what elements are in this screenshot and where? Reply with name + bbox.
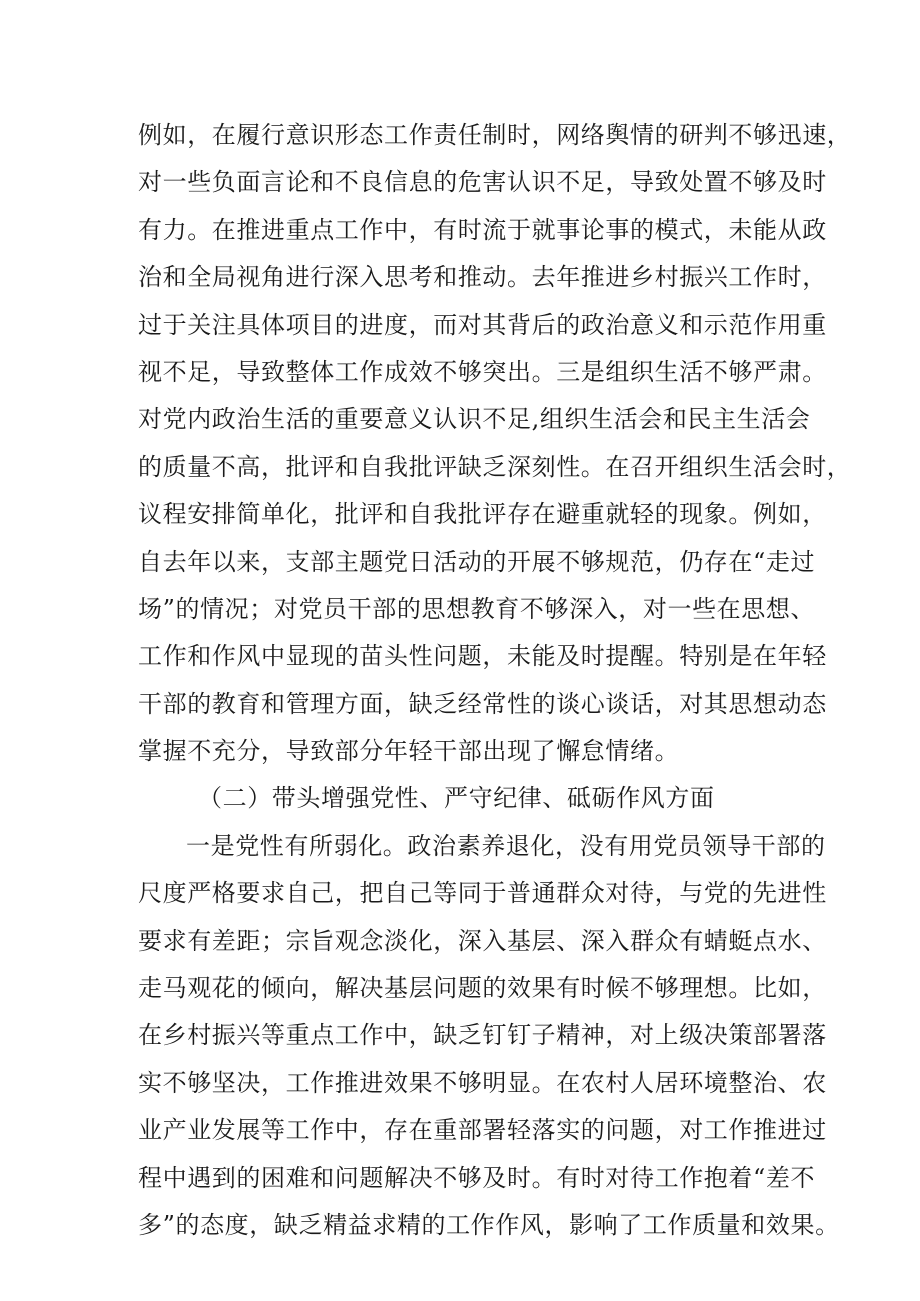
body-line: 场”的情况；对党员干部的思想教育不够深入，对一些在思想、	[138, 594, 816, 623]
section-line: 多”的态度，缺乏精益求精的工作作风，影响了工作质量和效果。	[138, 1210, 840, 1239]
body-line: 工作和作风中显现的苗头性问题，未能及时提醒。特别是在年轻	[138, 642, 827, 671]
body-line: 对一些负面言论和不良信息的危害认识不足，导致处置不够及时	[138, 168, 827, 197]
section-line: 实不够坚决，工作推进效果不够明显。在农村人居环境整治、农	[138, 1068, 827, 1097]
section-line: 程中遇到的困难和问题解决不够及时。有时对待工作抱着“差不	[138, 1163, 816, 1192]
body-line: 自去年以来，支部主题党日活动的开展不够规范，仍存在“走过	[138, 547, 816, 576]
section-line: 在乡村振兴等重点工作中，缺乏钉钉子精神，对上级决策部署落	[138, 1021, 827, 1050]
body-line: 的质量不高，批评和自我批评缺乏深刻性。在召开组织生活会时，	[138, 452, 852, 481]
document-body	[138, 112, 852, 1249]
section-heading: （二）带头增强党性、严守纪律、砥砺作风方面	[198, 784, 715, 813]
body-line: 视不足，导致整体工作成效不够突出。三是组织生活不够严肃。	[138, 357, 827, 386]
section-line: 一是党性有所弱化。政治素养退化，没有用党员领导干部的	[186, 831, 826, 860]
body-line: 对党内政治生活的重要意义认识不足,组织生活会和民主生活会	[138, 405, 811, 434]
body-line: 有力。在推进重点工作中，有时流于就事论事的模式，未能从政	[138, 215, 827, 244]
body-line: 议程安排简单化，批评和自我批评存在避重就轻的现象。例如，	[138, 500, 827, 529]
body-line: 干部的教育和管理方面，缺乏经常性的谈心谈话，对其思想动态	[138, 689, 827, 718]
body-line: 治和全局视角进行深入思考和推动。去年推进乡村振兴工作时，	[138, 263, 827, 292]
body-line: 过于关注具体项目的进度，而对其背后的政治意义和示范作用重	[138, 310, 827, 339]
section-line: 业产业发展等工作中，存在重部署轻落实的问题，对工作推进过	[138, 1116, 827, 1145]
body-line: 例如，在履行意识形态工作责任制时，网络舆情的研判不够迅速，	[138, 121, 852, 149]
section-line: 走马观花的倾向，解决基层问题的效果有时候不够理想。比如，	[138, 974, 827, 1003]
section-line: 尺度严格要求自己，把自己等同于普通群众对待，与党的先进性	[138, 879, 827, 908]
body-line: 掌握不充分，导致部分年轻干部出现了懈怠情绪。	[138, 737, 680, 766]
section-line: 要求有差距；宗旨观念淡化，深入基层、深入群众有蜻蜓点水、	[138, 926, 827, 955]
